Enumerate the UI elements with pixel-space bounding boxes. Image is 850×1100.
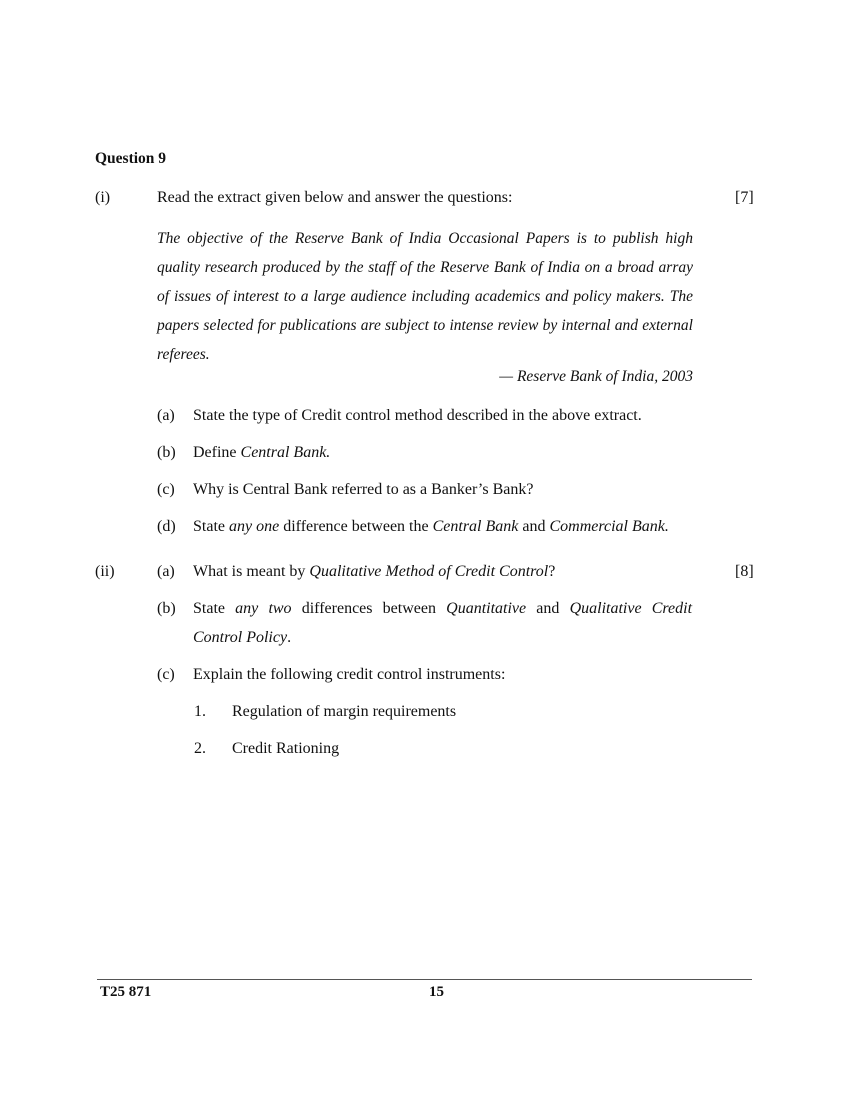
page-number: 15 <box>429 984 444 1000</box>
extract-source: — Reserve Bank of India, 2003 <box>499 368 693 385</box>
sub-b-label: (b) <box>157 444 176 461</box>
sub-d-text: State any one difference between the Central Bank and Commercial Bank. <box>193 518 669 535</box>
sub-c-label: (c) <box>157 481 175 498</box>
part-i-instruction: Read the extract given below and answer the questions: <box>157 189 513 206</box>
sub-ii-c-label: (c) <box>157 666 175 683</box>
paper-code: T25 871 <box>100 984 152 1000</box>
sub-b-text: Define Central Bank. <box>193 444 331 461</box>
part-ii-marks: [8] <box>735 563 754 580</box>
sub-a-text: State the type of Credit control method described in the above extract. <box>193 407 642 424</box>
extract-text: The objective of the Reserve Bank of India Occasional Papers is to publish high quality research produced by the staff of the Reserve Bank of India on a broad array of issues of interest to a large audience including academics and policy makers. The papers selected for publications are subject to intense review by internal and external referees. <box>157 230 693 363</box>
sub-c-text: Why is Central Bank referred to as a Banker’s Bank? <box>193 481 534 498</box>
list-item-number: 2. <box>194 740 206 757</box>
question-title: Question 9 <box>95 150 167 167</box>
sub-ii-b-text: State any two differences between Quantitative and Qualitative Credit Control Policy. <box>193 600 693 646</box>
sub-a-label: (a) <box>157 407 175 424</box>
sub-ii-a-label: (a) <box>157 563 175 580</box>
footer-divider <box>97 979 752 980</box>
part-i-marks: [7] <box>735 189 754 206</box>
sub-d-label: (d) <box>157 518 176 535</box>
sub-ii-a-text: What is meant by Qualitative Method of Credit Control? <box>193 563 556 580</box>
list-item-text: Credit Rationing <box>232 740 340 757</box>
sub-ii-c-text: Explain the following credit control instruments: <box>193 666 506 683</box>
part-ii-label: (ii) <box>95 563 115 580</box>
sub-ii-b-label: (b) <box>157 600 176 617</box>
part-i-label: (i) <box>95 189 111 206</box>
list-item-text: Regulation of margin requirements <box>232 703 457 720</box>
list-item-number: 1. <box>194 703 206 720</box>
